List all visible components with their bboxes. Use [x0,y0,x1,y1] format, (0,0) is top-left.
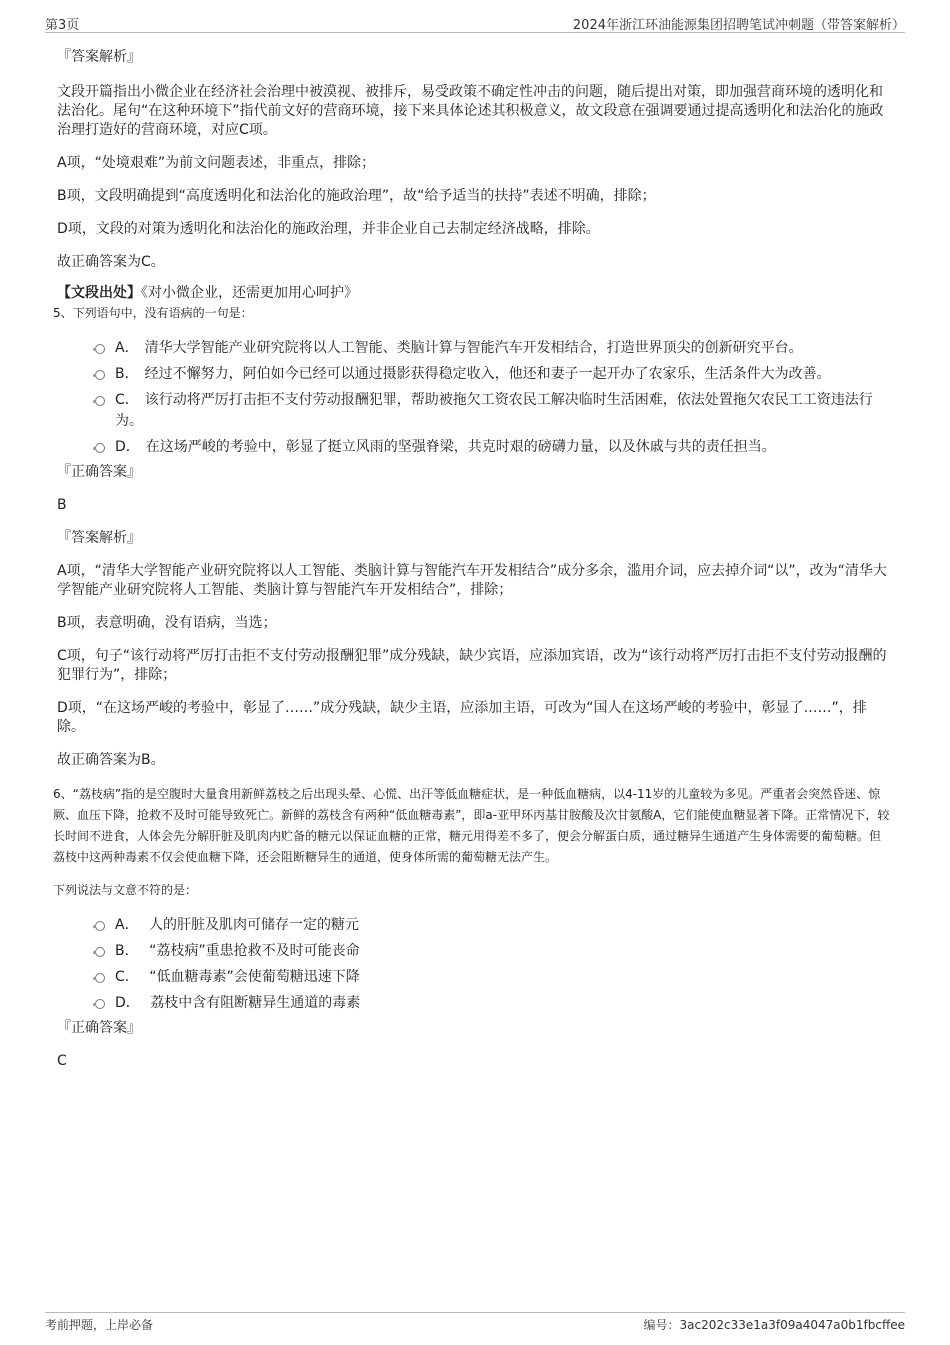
q6-option-d[interactable] [95,993,892,1014]
radio-icon[interactable] [95,370,105,380]
q6-option-c[interactable] [95,967,892,988]
option-letter: C． [115,969,139,985]
q6-answer: C [57,1053,67,1069]
q6-passage: 6、“荔枝病”指的是空腹时大量食用新鲜荔枝之后出现头晕、心慌、出汗等低血糖症状，是一种低血糖病，以4-11岁的儿童较为多见。严重者会突然昏迷、惊厥、血压下降，抢救不及时可能导致死亡。新鲜的荔枝含有两种“低血糖毒素”，即a-亚甲环丙基甘胺酸及次甘氨酸A，它们能使血糖显著下降。正常情况下，较长时间不进食，人体会先分解肝脏及肌肉内贮备的糖元以保证血糖的正常，糖元用得差不多了，便会分解蛋白质，通过糖异生通道产生身体需要的葡萄糖。但荔枝中这两种毒素不仅会使血糖下降，还会阻断糖异生的通道，使身体所需的葡萄糖无法产生。 [53,787,890,864]
source-title: 《对小微企业，还需更加用心呵护》 [141,285,358,301]
option-letter: A． [115,917,139,933]
document-title: 2024年浙江环油能源集团招聘笔试冲刺题（带答案解析） [572,18,905,33]
radio-icon[interactable] [95,344,105,354]
q6-option-a[interactable] [95,915,892,936]
option-text: “低血糖毒素”会使葡萄糖迅速下降 [149,969,360,985]
q5-answer-label: 『正确答案』 [57,464,141,480]
q6-question: 下列说法与文意不符的是： [53,883,198,897]
q4-analysis-text: 文段开篇指出小微企业在经济社会治理中被漠视、被排斥，易受政策不确定性冲击的问题，随后提出对策，即加强营商环境的透明化和法治化。尾句“在这种环境下”指代前文好的营商环境，接下来具体论述其积极意义，故文段意在强调要通过提高透明化和法治化的施政治理打造好的营商环境，对应C项。 [57,84,884,138]
option-text: 清华大学智能产业研究院将以人工智能、类脑计算与智能汽车开发相结合，打造世界顶尖的创新研究平台。 [144,340,803,356]
q4-note-d: D项，文段的对策为透明化和法治化的施政治理，并非企业自己去制定经济战略，排除。 [57,221,600,237]
q5-note-d: D项，“在这场严峻的考验中，彰显了……”成分残缺，缺少主语，应添加主语，可改为“国人在这场严峻的考验中，彰显了……”，排除。 [57,700,867,735]
radio-icon[interactable] [95,396,105,406]
footer-code [644,1316,905,1333]
option-letter: C． [115,392,139,408]
source-label: 【文段出处】 [57,285,141,301]
option-text: 该行动将严厉打击拒不支付劳动报酬犯罪，帮助被拖欠工资农民工解决临时生活困难，依法处置拖欠农民工工资违法行为。 [115,392,873,429]
option-text: 人的肝脏及肌肉可储存一定的糖元 [149,917,360,933]
q5-options [95,338,892,458]
option-letter: A． [115,340,139,356]
q5-option-d[interactable] [95,437,892,458]
option-text: 经过不懈努力，阿伯如今已经可以通过摄影获得稳定收入，他还和妻子一起开办了农家乐，生活条件大为改善。 [144,366,831,382]
q5-note-b: B项，表意明确，没有语病，当选； [57,615,277,631]
q5-conclusion: 故正确答案为B。 [57,752,165,768]
q4-conclusion: 故正确答案为C。 [57,254,165,270]
q5-option-a[interactable] [95,338,892,359]
radio-icon[interactable] [95,443,105,453]
q4-source [57,284,892,303]
q5-option-b[interactable] [95,364,892,385]
page-content [53,48,892,1085]
radio-icon[interactable] [95,921,105,931]
option-text: “荔枝病”重患抢救不及时可能丧命 [149,943,360,959]
radio-icon[interactable] [95,947,105,957]
q4-note-b: B项，文段明确提到“高度透明化和法治化的施政治理”，故“给予适当的扶持”表述不明确，排除； [57,188,656,204]
option-letter: D． [115,995,140,1011]
q6-options [95,915,892,1014]
footer-slogan: 考前押题，上岸必备 [45,1318,154,1332]
q6-option-b[interactable] [95,941,892,962]
q5-option-c[interactable] [95,390,892,432]
option-letter: D． [115,439,140,455]
radio-icon[interactable] [95,973,105,983]
q6-answer-label: 『正确答案』 [57,1020,141,1036]
page-footer [45,1312,905,1333]
option-letter: B． [115,943,139,959]
option-letter: B． [115,366,139,382]
q5-note-a: A项，“清华大学智能产业研究院将以人工智能、类脑计算与智能汽车开发相结合”成分多余，滥用介词，应去掉介词“以”，改为“清华大学智能产业研究院将人工智能、类脑计算与智能汽车开发相结合”，排除； [57,563,887,598]
q4-note-a: A项，“处境艰难”为前文问题表述，非重点，排除； [57,155,376,171]
radio-icon[interactable] [95,999,105,1009]
page-number: 第3页 [45,18,80,33]
option-text: 荔枝中含有阻断糖异生通道的毒素 [150,995,361,1011]
q5-analysis-label: 『答案解析』 [57,530,141,546]
code-label: 编号： [643,1318,680,1332]
q5-title: 5、下列语句中，没有语病的一句是： [53,306,253,320]
q5-note-c: C项，句子“该行动将严厉打击拒不支付劳动报酬犯罪”成分残缺，缺少宾语，应添加宾语，改为“该行动将严厉打击拒不支付劳动报酬的犯罪行为”，排除； [57,648,887,683]
page-header [45,12,905,33]
option-text: 在这场严峻的考验中，彰显了挺立风雨的坚强脊梁，共克时艰的磅礴力量，以及休戚与共的责任担当。 [145,439,776,455]
code-value: 3ac202c33e1a3f09a4047a0b1fbcffee [679,1318,905,1332]
q4-analysis-label: 『答案解析』 [57,49,141,65]
q5-answer: B [57,497,67,513]
